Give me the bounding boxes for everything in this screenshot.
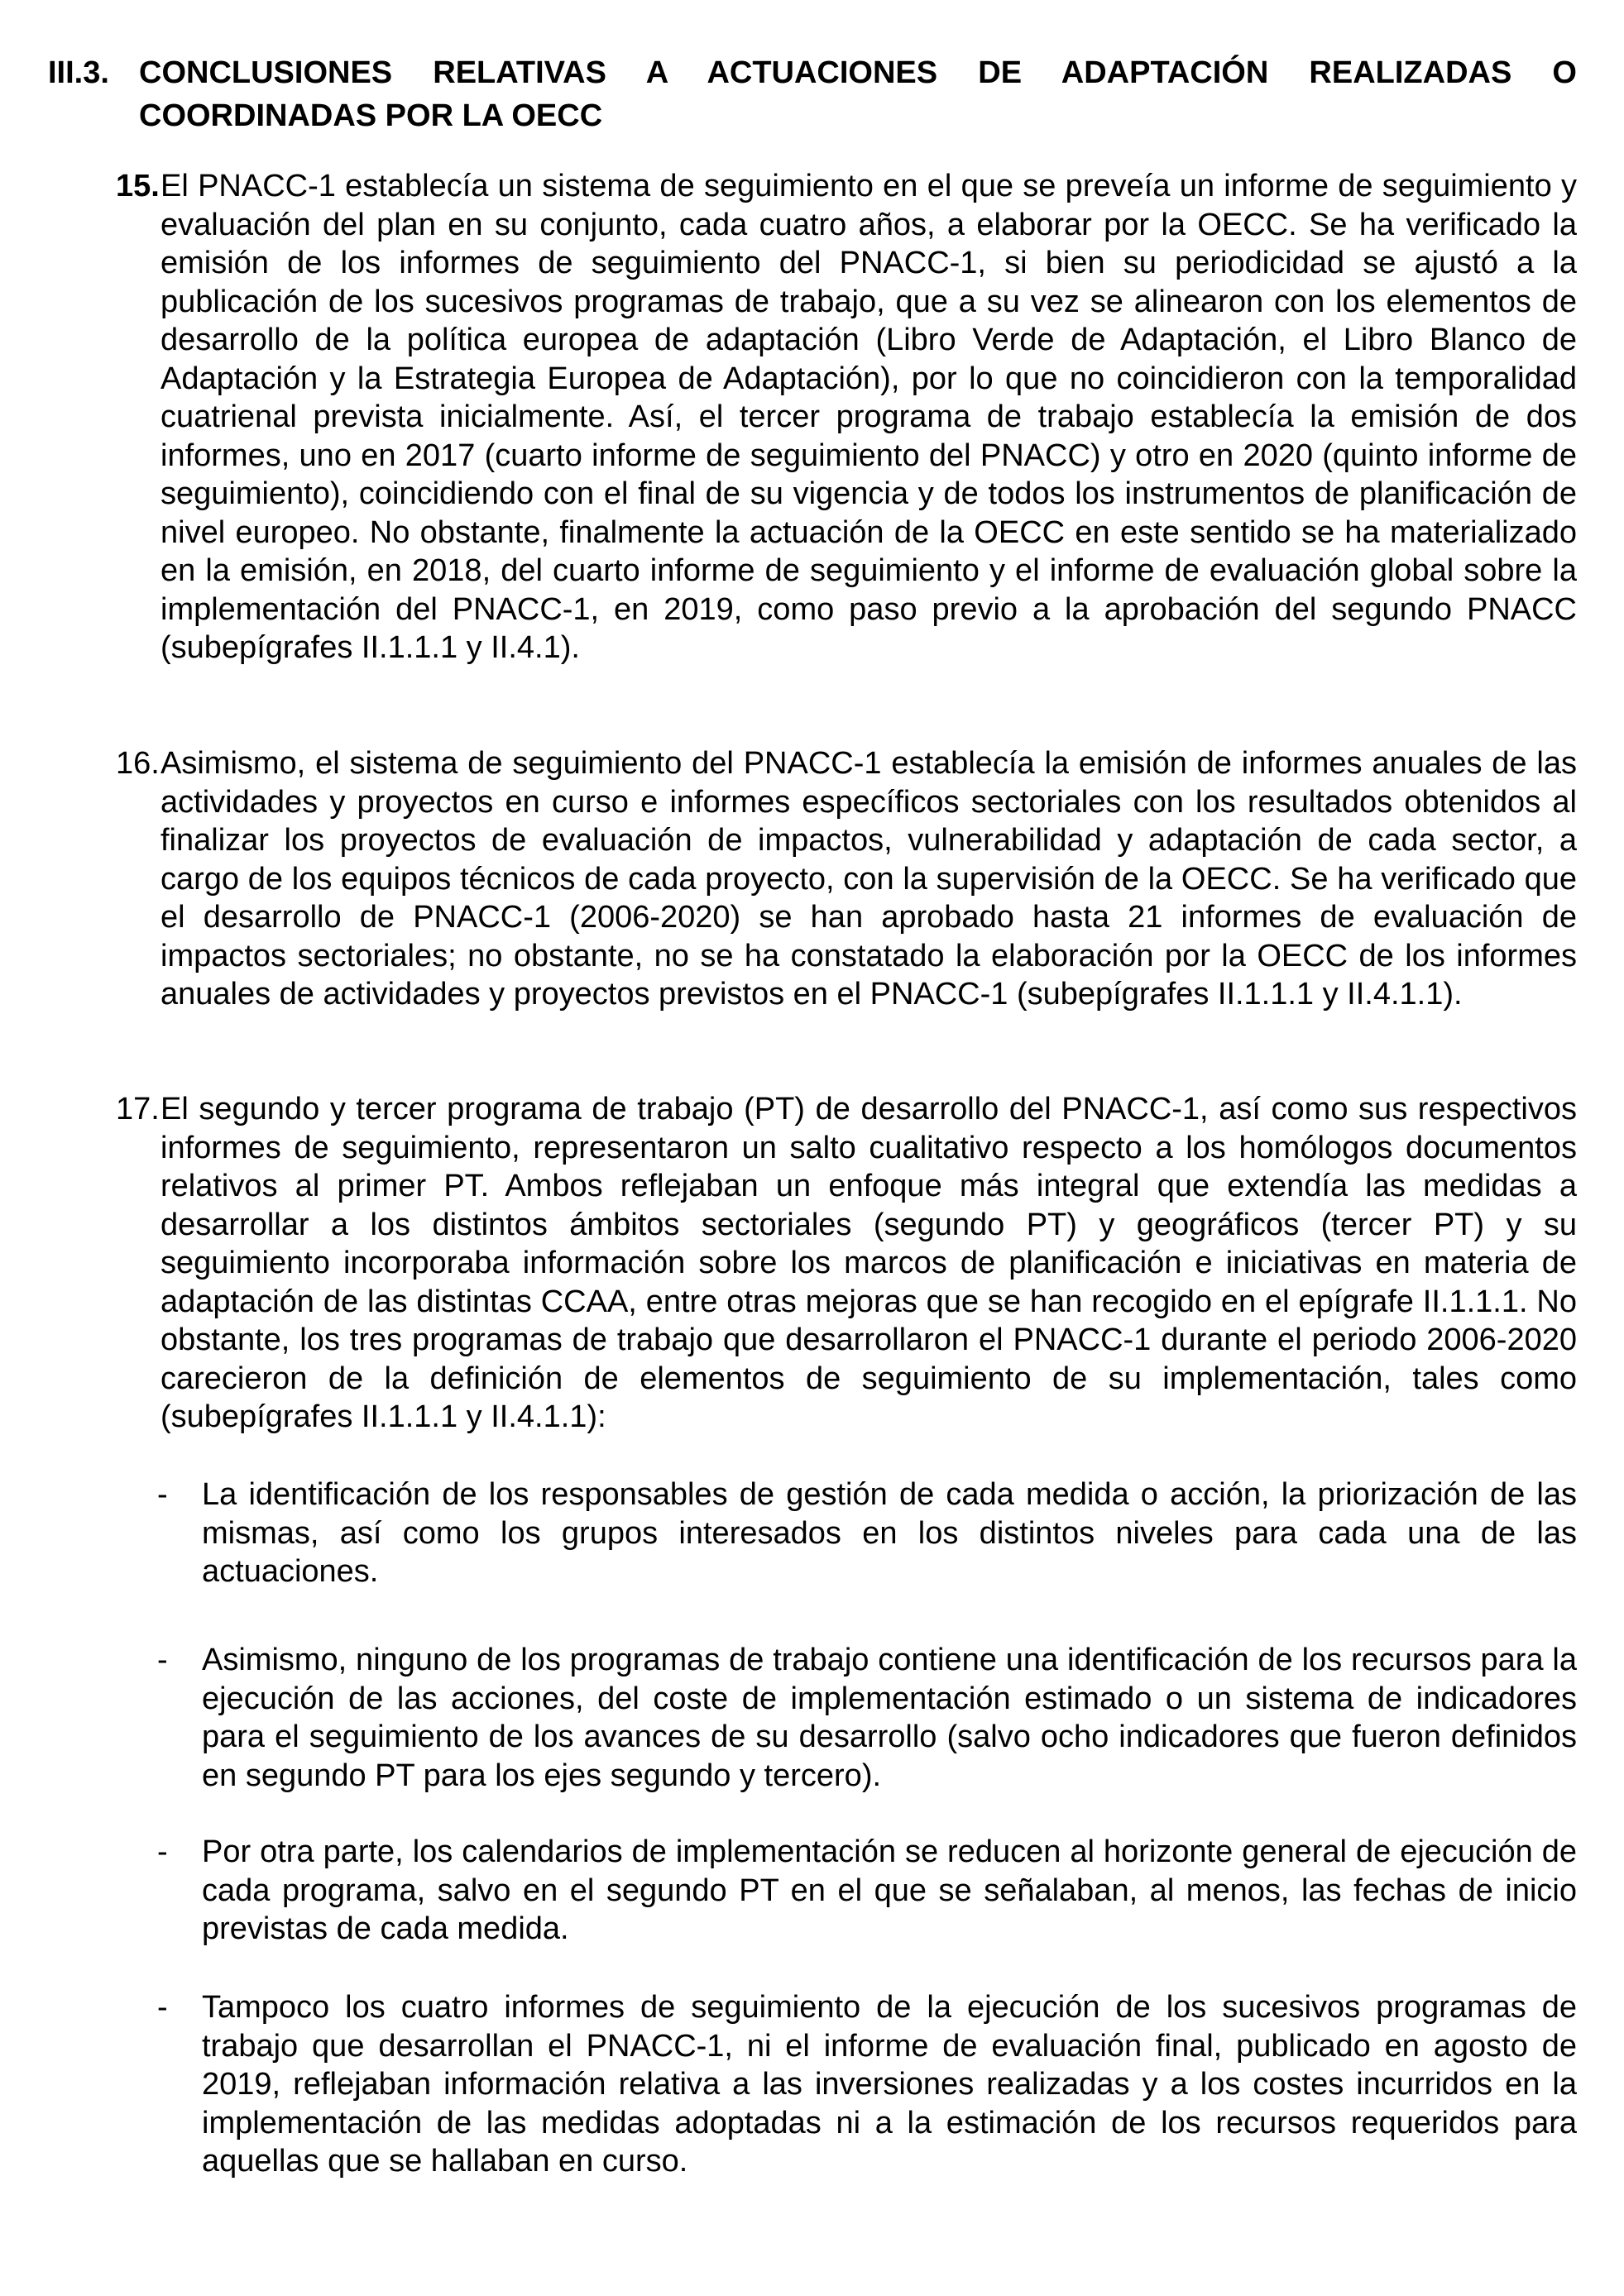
bullet-marker: -: [157, 1990, 168, 2025]
paragraph-15: [116, 167, 1577, 667]
section-heading: [48, 51, 1577, 137]
bullet-item: [157, 1988, 1577, 2181]
paragraph-16: [116, 744, 1577, 1014]
paragraph-17: [116, 1090, 1577, 1437]
paragraph-text: El segundo y tercer programa de trabajo (PT) de desarrollo del PNACC-1, así como sus respectivos informes de seguimiento, representaron un salto cualitativo respecto a los homólogos documentos relativos al primer PT. Ambos reflejaban un enfoque más integral que extendía las medidas a desarrollar a los distintos ámbitos sectoriales (segundo PT) y geográficos (tercer PT) y su seguimiento incorporaba información sobre los marcos de planificación e iniciativas en materia de adaptación de las distintas CCAA, entre otras mejoras que se han recogido en el epígrafe II.1.1.1. No obstante, los tres programas de trabajo que desarrollaron el PNACC-1 durante el periodo 2006-2020 carecieron de la definición de elementos de seguimiento de su implementación, tales como (subepígrafes II.1.1.1 y II.4.1.1):: [160, 1092, 1577, 1434]
section-title: CONCLUSIONES RELATIVAS A ACTUACIONES DE ADAPTACIÓN REALIZADAS O COORDINADAS POR LA OECC: [139, 55, 1577, 133]
section-number: III.3.: [48, 55, 109, 90]
paragraph-text: El PNACC-1 establecía un sistema de seguimiento en el que se preveía un informe de seguimiento y evaluación del plan en su conjunto, cada cuatro años, a elaborar por la OECC. Se ha verificado la emisión de los informes de seguimiento del PNACC-1, si bien su periodicidad se ajustó a la publicación de los sucesivos programas de trabajo, que a su vez se alinearon con los elementos de desarrollo de la política europea de adaptación (Libro Verde de Adaptación, el Libro Blanco de Adaptación y la Estrategia Europea de Adaptación), por lo que no coincidieron con la temporalidad cuatrienal prevista inicialmente. Así, el tercer programa de trabajo establecía la emisión de dos informes, uno en 2017 (cuarto informe de seguimiento del PNACC) y otro en 2020 (quinto informe de seguimiento), coincidiendo con el final de su vigencia y de todos los instrumentos de planificación de nivel europeo. No obstante, finalmente la actuación de la OECC en este sentido se ha materializado en la emisión, en 2018, del cuarto informe de seguimiento y el informe de evaluación global sobre la implementación del PNACC-1, en 2019, como paso previo a la aprobación del segundo PNACC (subepígrafes II.1.1.1 y II.4.1).: [160, 169, 1577, 665]
paragraph-text: Asimismo, el sistema de seguimiento del PNACC-1 establecía la emisión de informes anuales de las actividades y proyectos en curso e informes específicos sectoriales con los resultados obtenidos al finalizar los proyectos de evaluación de impactos, vulnerabilidad y adaptación de cada sector, a cargo de los equipos técnicos de cada proyecto, con la supervisión de la OECC. Se ha verificado que el desarrollo de PNACC-1 (2006-2020) se han aprobado hasta 21 informes de evaluación de impactos sectoriales; no obstante, no se ha constatado la elaboración por la OECC de los informes anuales de actividades y proyectos previstos en el PNACC-1 (subepígrafes II.1.1.1 y II.4.1.1).: [160, 746, 1577, 1012]
bullet-marker: -: [157, 1834, 168, 1869]
bullet-text: Por otra parte, los calendarios de implementación se reducen al horizonte general de ejecución de cada programa, salvo en el segundo PT en el que se señalaban, al menos, las fechas de inicio previstas de cada medida.: [202, 1834, 1577, 1946]
paragraph-number: 16.: [116, 746, 160, 781]
bullet-text: La identificación de los responsables de gestión de cada medida o acción, la priorización de las mismas, así como los grupos interesados en los distintos niveles para cada una de las actuaciones.: [202, 1477, 1577, 1589]
bullet-item: [157, 1476, 1577, 1591]
bullet-item: [157, 1641, 1577, 1795]
bullet-item: [157, 1833, 1577, 1949]
bullet-text: Asimismo, ninguno de los programas de trabajo contiene una identificación de los recursos para la ejecución de las acciones, del coste de implementación estimado o un sistema de indicadores para el seguimiento de los avances de su desarrollo (salvo ocho indicadores que fueron definidos en segundo PT para los ejes segundo y tercero).: [202, 1643, 1577, 1793]
bullet-text: Tampoco los cuatro informes de seguimiento de la ejecución de los sucesivos programas de trabajo que desarrollan el PNACC-1, ni el informe de evaluación final, publicado en agosto de 2019, reflejaban información relativa a las inversiones realizadas y a los costes incurridos en la implementación de las medidas adoptadas ni a la estimación de los recursos requeridos para aquellas que se hallaban en curso.: [202, 1990, 1577, 2179]
bullet-marker: -: [157, 1643, 168, 1677]
paragraph-number: 15.: [116, 169, 160, 203]
paragraph-number: 17.: [116, 1092, 160, 1126]
bullet-marker: -: [157, 1477, 168, 1512]
